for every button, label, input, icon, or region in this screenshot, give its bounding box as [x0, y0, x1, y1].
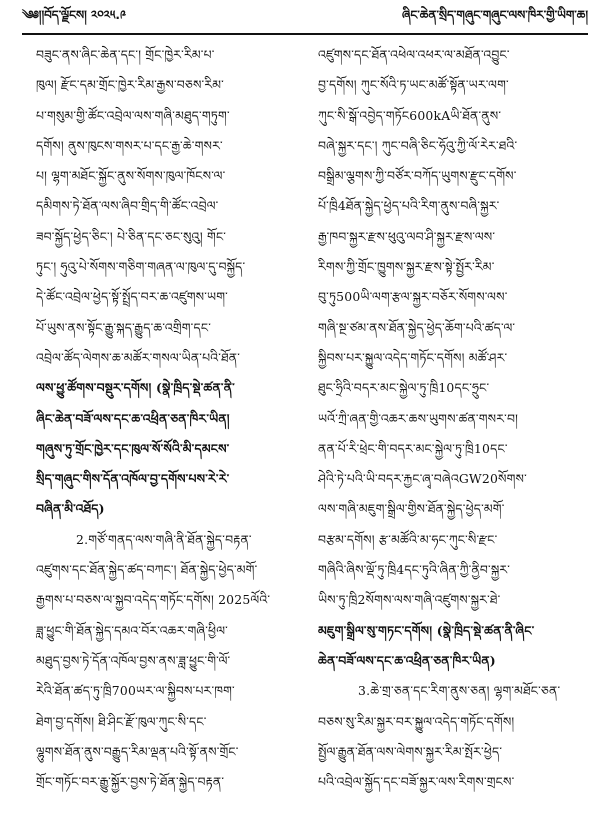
- text-line: ཡིས་ཏུ་ཁྲི2སོགས་ལས་གཞི་འཛུགས་སྐྱར་ཐེ་: [318, 592, 501, 608]
- text-line: ཏུང་། ཧུའུ་པེ་སོགས་གཅིག་གཞན་ལ་ཁུལ་དུ་བསྐྱོད་: [36, 259, 246, 275]
- page-header: [22, 8, 588, 30]
- text-line: ཀུང་སི་སྒོ་འབྱེད་གཏོང600kAཡི་ཐོན་ནུས་: [318, 107, 502, 123]
- text-line: པོ་ཡུས་ནས་སྟོང་རྒྱུ་སྐད་རྒྱུད་ཆ་འགྲིག་དང་: [36, 319, 212, 335]
- text-line: ཁུལ། རྫོང་དམ་གྲོང་ཁྱེར་རིམ་རྒྱས་བཅས་རིམ་: [36, 77, 224, 93]
- text-line: ལས་གཞི་མཇུག་སྒྲིལ་གྱིས་ཐོན་སྐྱེད་ཕྱེད་མགོ་: [318, 501, 505, 517]
- text-line: འཛུགས་དང་ཐོན་འཕེལ་འཕར་ལ་མཐོན་འབྱུང་: [318, 47, 510, 62]
- text-line: པ་གསུམ་གྱི་ཚོང་འབྲེལ་ལས་གཞི་མཐུད་གཏུག་: [36, 107, 230, 123]
- text-line: ཐུང་ཧྲིའི་བདར་མང་སྐྱེལ་ཏུ་ཁྲི10དང་ཧྲུང་: [318, 380, 490, 396]
- text-line: བཟུང་ནས་ཞིང་ཆེན་དང་། གྲོང་ཁྱེར་རིམ་པ་: [36, 47, 215, 62]
- right-column: [318, 40, 584, 815]
- header-left: ༄༅།།བོད་ལྗོངས། ༢༠༢༥.༩: [22, 8, 127, 22]
- text-line: སྐྱིབས་པར་སྐྱུལ་འདེད་གཏོང་དགོས། མཚོ་ཤར་: [318, 349, 508, 365]
- text-line: སྤྱོལ་རྒྱུན་ཐོན་ལས་ལེགས་སྐྱར་རིམ་སྤོར་ཕྱེད་: [318, 743, 503, 759]
- text-line: 2.གཙོ་གནད་ལས་གཞི་ནི་ཐོན་སྐྱེད་བརྟན་: [76, 531, 252, 547]
- text-line: བསྒྲིམ་ལྕགས་ཀྱི་བཙོར་བཀོད་ཡུགས་རྫུང་དགོས་: [318, 168, 517, 184]
- text-line: མཐུད་བྱས་ཏེ་དོན་འཁོལ་བྱས་ནས་ཟླ་ཕྱུང་གི་ལོ་: [36, 652, 231, 668]
- text-line: རིགས་ཀྱི་གྲོང་ཁྱུགས་སྐྱར་རྫས་སྟེ་སྤྱོར་རིམ་: [318, 259, 495, 275]
- text-line: དགོས། ནུས་ཁུངས་གསར་པ་དང་རྒྱ་ཆེ་གསར་: [36, 137, 223, 153]
- text-line: བྱ་དགོས། ཀུང་སོའི་ཏ་ཡང་མཚོ་སྟོན་ཡར་ལག་: [318, 77, 509, 93]
- text-line: གྲོང་གཏོང་བར་རྒྱུ་སྐྱོར་བྱས་ཏེ་ཐོན་སྐྱེད་བརྟན་: [36, 774, 225, 790]
- header-rule: [22, 33, 588, 35]
- text-line: གཞུས་ཏུ་གྲོང་ཁྱེར་དང་ཁུལ་སོ་སོའི་མི་དམངས་: [36, 440, 230, 456]
- text-line: རྒྱགས་པ་བཅས་ལ་སྐྱབ་འདེད་གཏོང་དགོས། 2025ལོའི་: [36, 592, 271, 608]
- text-line: རེའི་ཐོན་ཚད་ཏུ་ཁྲི700ཡར་ལ་སྐྱིབས་པར་ཁག་: [36, 683, 235, 699]
- text-line: གཞིའི་ཞིས་ལྡོ་ཏུ་ཁྲི4དང་ཏུའི་ཞིན་ཀྱི་ནྱིབ་སྐྱར་: [318, 562, 511, 578]
- text-line: ཡའོ་ཀྲི་ཞན་གྱི་འཆར་ཆས་ཡུགས་ཚན་གསར་བ།: [318, 410, 519, 426]
- text-line: འབྲེལ་ཚོད་ལེགས་ཆ་མཚོར་གསལ་ཡིན་པའི་ཐོན་: [36, 349, 241, 365]
- text-line: ཟབ་སྐྱོད་ཕྱེད་ཅིང་། པེ་ཅིན་དང་ཅང་སུའུ། གོང་: [36, 228, 227, 244]
- text-line: སྲིད་གཞུང་གིས་དོན་འཁོལ་བྱ་དགོས་པས་རེ་རེ་: [36, 471, 230, 487]
- text-line: ཐེག་བྱ་དགོས། ཐི་ཤིང་རྫོ་ཁུལ་ཀུང་སི་དང་: [36, 713, 207, 729]
- header-right: ཞིང་ཆེན་སྲིད་གཞུང་གཞུང་ལས་ཁིར་གྱི་ཡིག་ཆ།: [401, 8, 588, 22]
- text-line: ནན་པོ་རི་ཕྲེང་གི་བདར་མང་སྐྱེལ་ཏུ་ཁྲི10དང་: [318, 440, 508, 456]
- text-line: བརྩམ་དགོས། རྩ་མཚོའི་མ་ཧང་ཀུང་སི་རྫང་: [318, 531, 498, 547]
- text-line: 3.ཆེ་གྲ་ཅན་དང་རིག་ནུས་ཅན། ལྷག་མཐོང་ཅན་: [358, 683, 561, 699]
- text-line: ཆེན་བཟོ་ལས་དང་ཆ་འཕྲིན་ཅན་ཁིར་ཡིན): [318, 652, 496, 668]
- text-line: བཅས་སུ་རིམ་སྐྱར་བར་སྐྱུལ་འདེད་གཏོང་དགོས།: [318, 713, 515, 729]
- text-line: ཟླ་ཕྱུང་གི་ཐོན་སྐྱེད་དམའ་བོར་འཆར་གཞི་ཕྱིལ་: [36, 622, 228, 638]
- text-line: པོ་ཁྲི4ཐོན་སྐྱེད་ཕྱེད་པའི་རིག་ནུས་བཞི་སྐྱར་: [318, 198, 500, 214]
- text-line: འཛུགས་དང་ཐོན་སྐྱེད་ཚད་བཀང་། ཐོན་སྐྱེད་ཕྱེད་མགོ་: [36, 562, 258, 578]
- text-line: པ། ལྷག་མཐོང་སྐྱོང་ནུས་སོགས་ཁུལ་ཁོངས་ལ་: [36, 168, 226, 184]
- text-line: པའི་འབྲེལ་སྐྱོད་དང་བཟོ་སྐྱར་ལས་རིགས་གྲངས་: [318, 774, 515, 790]
- text-line: གཞི་སྔ་ཙམ་ནས་ཐོན་སྐྱེད་ཕྱེད་ཆོག་པའི་ཚད་ལ་: [318, 319, 516, 335]
- text-line: ཤེའི་ཏེ་པའི་ཡི་བདར་རྐྱང་ཞྭ་བཞེའGW20སོགས་: [318, 471, 527, 487]
- text-line: ལྷུགས་ཐོན་ནུས་བརྒྱུད་རིམ་ལྡན་པའི་སྟོ་ནས་གྲོང་: [36, 743, 239, 759]
- text-line: བཞིན་མི་འཐོད): [36, 501, 105, 517]
- left-column: [36, 40, 296, 815]
- text-line: དེ་ཚོང་འབྲེལ་ཕྱེད་སྟོ་སྤྲོད་བར་ཆ་འཛུགས་ཡག་: [36, 289, 228, 305]
- text-line: ཞིང་ཆེན་བཟོ་ལས་དང་ཆ་འཕྲིན་ཅན་ཁིར་ཡིན།: [36, 410, 230, 426]
- text-line: བུ་ཏུ500ཡི་ལག་རྩལ་སྐྱར་བཅོར་སོགས་ལས་: [318, 289, 508, 305]
- text-line: ལས་ཕྱུ་ཚོགས་བསྡུར་དགོས། (སྣེ་ཁྲིད་སྡེ་ཚན་ནི་: [36, 380, 235, 396]
- text-line: བཞེ་སྐྱར་དང་། ཀུང་བཞི་ཅིང་ཧོའུ་ཀྱི་ལོ་རེར་ཐའི་: [318, 137, 518, 153]
- text-line: རྒྱ་ཁབ་སྐྱར་རྫས་ཕུའུ་ལབ་ཤི་སྐྱར་རྫས་ལས་: [318, 228, 496, 244]
- text-line: དམིགས་ཏེ་ཐོན་ལས་ཞིབ་གྲིད་གི་ཚོང་འབྲེལ་: [36, 198, 219, 214]
- text-line: མཇུག་སྒྲིལ་སུ་གཏང་དགོས། (སྣེ་ཁྲིད་སྡེ་ཚན་ནི་ཞིང་: [318, 622, 535, 638]
